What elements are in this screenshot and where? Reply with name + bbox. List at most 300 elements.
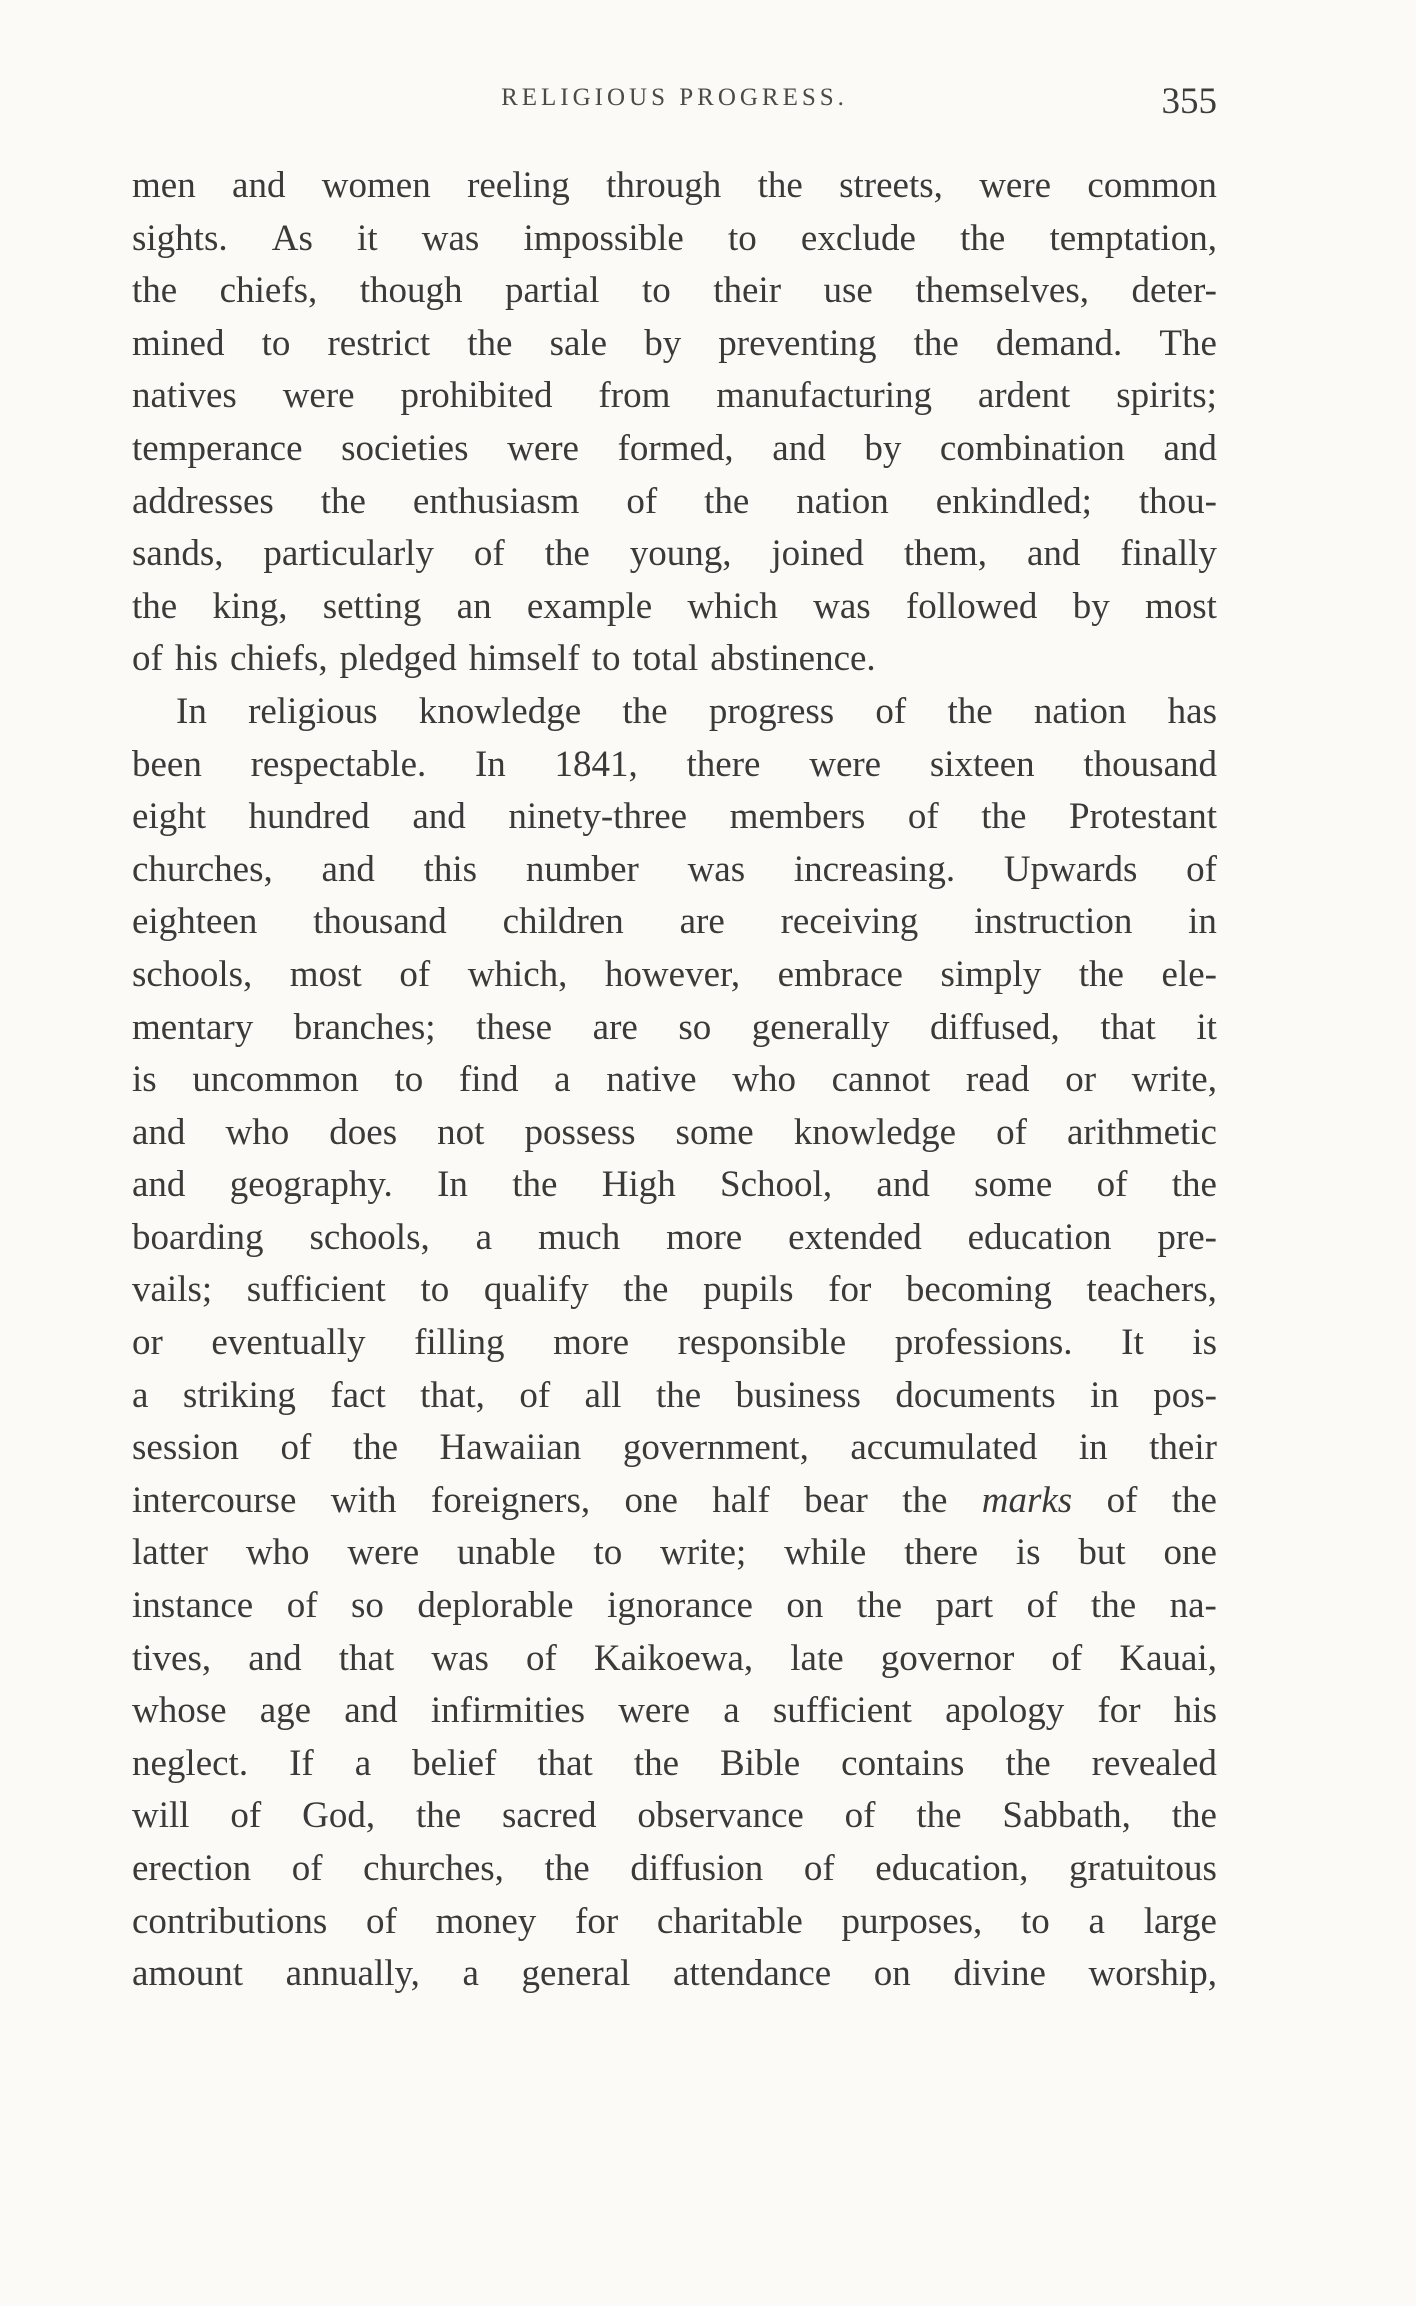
word: spirits; <box>1116 375 1217 417</box>
word: large <box>1143 1900 1217 1942</box>
word: enthusiasm <box>412 480 580 522</box>
text-line <box>132 1633 1217 1686</box>
word: thou- <box>1138 480 1217 522</box>
word: In <box>437 1164 468 1206</box>
word: it <box>357 217 378 259</box>
word: mentary <box>132 1006 254 1048</box>
word: documents <box>895 1374 1056 1416</box>
word: the <box>913 322 959 364</box>
word: teachers, <box>1086 1269 1217 1311</box>
word: infirmities <box>430 1690 586 1732</box>
word: knowledge <box>793 1111 957 1153</box>
word: a <box>462 1953 479 1995</box>
word: their <box>713 270 782 312</box>
word: on <box>873 1953 911 1995</box>
word: If <box>289 1742 314 1784</box>
text-line <box>132 949 1217 1002</box>
word: to <box>261 322 291 364</box>
word: was <box>813 585 871 627</box>
word: neglect. <box>132 1742 249 1784</box>
text-line <box>132 476 1217 529</box>
word: whose <box>132 1690 227 1732</box>
word: of <box>626 480 658 522</box>
word: money <box>435 1900 537 1942</box>
word: unable <box>457 1532 556 1574</box>
text-line <box>132 1685 1217 1738</box>
word: 1841, <box>554 743 638 785</box>
word: School, <box>720 1164 833 1206</box>
text-line <box>132 633 1217 686</box>
word: is <box>1192 1322 1217 1364</box>
word: use <box>823 270 873 312</box>
word: revealed <box>1091 1742 1217 1784</box>
word: pledged <box>339 638 457 680</box>
word: for <box>1097 1690 1141 1732</box>
word: joined <box>771 533 864 575</box>
word: education <box>967 1216 1112 1258</box>
word: the <box>856 1585 903 1627</box>
word: deter- <box>1131 270 1217 312</box>
text-line <box>132 528 1217 581</box>
word: a <box>132 1374 149 1416</box>
word: ninety-three <box>508 796 688 838</box>
word: the <box>544 533 590 575</box>
text-line <box>132 1790 1217 1843</box>
word: nation <box>796 480 889 522</box>
word: observance <box>637 1795 804 1837</box>
word: Kaikoewa, <box>593 1637 754 1679</box>
text-line <box>132 1948 1217 2001</box>
word: annually, <box>285 1953 420 1995</box>
word: so <box>351 1585 384 1627</box>
word: education, <box>875 1848 1029 1889</box>
word: of <box>1096 1164 1128 1206</box>
word: preventing <box>718 322 877 364</box>
word: amount <box>132 1953 243 1995</box>
word: respectable. <box>250 743 427 785</box>
word: contributions <box>132 1900 328 1942</box>
word: on <box>786 1585 824 1627</box>
word: reeling <box>467 165 570 206</box>
word: late <box>790 1637 844 1679</box>
word: a <box>354 1742 372 1784</box>
word: the <box>415 1795 462 1837</box>
word: gratuitous <box>1068 1848 1217 1889</box>
word: followed <box>905 585 1038 627</box>
word: nation <box>1033 690 1127 732</box>
word: the <box>757 165 803 206</box>
text-line <box>132 318 1217 371</box>
word: the <box>1090 1585 1137 1627</box>
word: most <box>1144 585 1217 627</box>
word: of <box>525 1637 557 1679</box>
word: apology <box>945 1690 1065 1732</box>
text-line <box>132 896 1217 949</box>
word: themselves, <box>915 270 1089 312</box>
word: qualify <box>483 1269 589 1311</box>
word: write, <box>1131 1059 1217 1101</box>
word: Hawaiian <box>439 1427 582 1469</box>
running-head <box>132 80 1217 130</box>
word: are <box>679 901 725 943</box>
word: will <box>132 1795 190 1837</box>
word: number <box>525 848 639 890</box>
word: the <box>1078 953 1124 995</box>
word: of <box>1051 1637 1083 1679</box>
word: was <box>431 1637 489 1679</box>
word: a <box>475 1216 493 1258</box>
word: the <box>352 1427 398 1469</box>
word: instruction <box>974 901 1133 943</box>
word: himself <box>468 638 580 680</box>
word: more <box>553 1322 630 1364</box>
word: branches; <box>293 1006 436 1048</box>
word: sights. <box>132 217 228 259</box>
word: churches, <box>132 848 273 890</box>
running-title: RELIGIOUS PROGRESS. <box>501 84 848 111</box>
word: It <box>1121 1322 1144 1364</box>
word: this <box>423 848 478 890</box>
word: tives, <box>132 1637 212 1679</box>
word: in <box>1090 1374 1119 1416</box>
word: their <box>1149 1427 1217 1469</box>
word: geography. <box>229 1164 393 1206</box>
word: religious <box>248 690 378 732</box>
word: with <box>330 1479 397 1521</box>
word: embrace <box>777 953 903 995</box>
word: some <box>974 1164 1053 1206</box>
word: arithmetic <box>1066 1111 1217 1153</box>
word: were <box>282 375 355 417</box>
word: much <box>538 1216 621 1258</box>
word: and <box>876 1164 930 1206</box>
text-line <box>132 791 1217 844</box>
word: of <box>803 1848 835 1889</box>
word: cannot <box>831 1059 931 1101</box>
word: restrict <box>327 322 431 364</box>
word: and <box>132 1164 186 1206</box>
word: accumulated <box>850 1427 1038 1469</box>
word: to <box>591 638 621 680</box>
word: king, <box>212 585 288 627</box>
word: the <box>544 1848 590 1889</box>
word: pupils <box>703 1269 794 1311</box>
word: the <box>902 1479 948 1521</box>
word: the <box>467 322 513 364</box>
word: divine <box>953 1953 1046 1995</box>
word: one <box>624 1479 678 1521</box>
word: in <box>1188 901 1217 943</box>
word: a <box>1088 1900 1105 1942</box>
word: combination <box>939 427 1125 469</box>
text-line <box>132 1896 1217 1949</box>
word: progress <box>708 690 835 732</box>
word: of <box>473 533 505 575</box>
word: is <box>1015 1532 1041 1574</box>
word: natives <box>132 375 237 417</box>
word: God, <box>302 1795 376 1837</box>
word: so <box>678 1006 712 1048</box>
word: of <box>291 1848 323 1889</box>
word: and <box>321 848 375 890</box>
word: of <box>1106 1479 1138 1521</box>
word: the <box>655 1374 702 1416</box>
word: of <box>844 1795 876 1837</box>
word: charitable <box>656 1900 803 1942</box>
word: schools, <box>132 953 253 995</box>
word: instance <box>132 1585 254 1627</box>
word: exclude <box>800 217 916 259</box>
word: In <box>176 690 207 732</box>
word: were <box>507 427 579 469</box>
text-line <box>132 1738 1217 1791</box>
word: through <box>606 165 722 206</box>
word: read <box>965 1059 1030 1101</box>
word: to <box>641 270 671 312</box>
word: to <box>394 1059 424 1101</box>
word: and <box>1026 533 1081 575</box>
word: one <box>1163 1532 1217 1574</box>
text-line <box>132 1212 1217 1265</box>
word: were <box>809 743 882 785</box>
word: of <box>132 638 163 680</box>
word: does <box>329 1111 398 1153</box>
word: which <box>687 585 778 627</box>
text-line <box>132 160 1217 213</box>
word: sixteen <box>929 743 1035 785</box>
word: government, <box>622 1427 809 1469</box>
text-line <box>132 1159 1217 1212</box>
word: was <box>421 217 480 259</box>
word: boarding <box>132 1216 264 1258</box>
word: that, <box>420 1374 485 1416</box>
word: for <box>575 1900 619 1942</box>
word: were <box>347 1532 420 1574</box>
word: part <box>935 1585 994 1627</box>
word: foreigners, <box>430 1479 591 1521</box>
word: a <box>554 1059 571 1101</box>
word: partial <box>505 270 600 312</box>
word: professions. <box>894 1322 1073 1364</box>
word: worship, <box>1088 1953 1217 1995</box>
word: knowledge <box>418 690 582 732</box>
word: these <box>476 1006 553 1048</box>
word: High <box>601 1164 676 1206</box>
word: general <box>521 1953 631 1995</box>
word: diffusion <box>630 1848 764 1889</box>
text-line <box>132 686 1217 739</box>
word: of <box>1186 848 1217 890</box>
word: intercourse <box>132 1479 297 1521</box>
word: Sabbath, <box>1002 1795 1131 1837</box>
word: there <box>686 743 761 785</box>
word: uncommon <box>192 1059 359 1101</box>
word: was <box>687 848 746 890</box>
word: from <box>598 375 671 417</box>
text-line <box>132 1107 1217 1160</box>
word: who <box>245 1532 310 1574</box>
word: while <box>784 1532 867 1574</box>
text-line <box>132 1317 1217 1370</box>
word: age <box>259 1690 312 1732</box>
word: enkindled; <box>935 480 1092 522</box>
word: half <box>712 1479 770 1521</box>
word: to <box>727 217 757 259</box>
page-number: 355 <box>1161 81 1217 122</box>
word: and <box>344 1690 398 1732</box>
text-line <box>132 1843 1217 1896</box>
word: a <box>723 1690 740 1732</box>
text-line <box>132 1054 1217 1107</box>
word: in <box>1078 1427 1108 1469</box>
word: example <box>526 585 653 627</box>
word: fact <box>330 1374 386 1416</box>
text-line <box>132 1422 1217 1475</box>
word: particularly <box>263 533 434 575</box>
word: to <box>593 1532 623 1574</box>
word: deplorable <box>417 1585 574 1627</box>
word: pre- <box>1157 1216 1217 1258</box>
word: possess <box>524 1111 636 1153</box>
word: of <box>286 1585 318 1627</box>
word: members <box>729 796 866 838</box>
word: of <box>1026 1585 1058 1627</box>
word: some <box>675 1111 754 1153</box>
word: of <box>996 1111 1027 1153</box>
word: by <box>864 427 902 469</box>
word: extended <box>788 1216 922 1258</box>
word: simply <box>940 953 1042 995</box>
word: Upwards <box>1003 848 1138 890</box>
word: societies <box>341 427 469 469</box>
word: In <box>474 743 506 785</box>
word: an <box>456 585 492 627</box>
word: impossible <box>523 217 684 259</box>
word: ardent <box>977 375 1071 417</box>
word: to <box>1021 1900 1050 1942</box>
word: write; <box>660 1532 747 1574</box>
word: prohibited <box>400 375 553 417</box>
word: thousand <box>313 901 447 943</box>
word: of <box>875 690 907 732</box>
word: his <box>1173 1690 1217 1732</box>
word: the <box>1005 1742 1051 1784</box>
word: the <box>981 796 1027 838</box>
word: that <box>1100 1006 1156 1048</box>
word: formed, <box>617 427 734 469</box>
word: are <box>592 1006 638 1048</box>
word: hundred <box>248 796 370 838</box>
word: them, <box>903 533 988 575</box>
word: sale <box>549 322 608 364</box>
word: demand. <box>995 322 1123 364</box>
word: the <box>960 217 1006 259</box>
word: churches, <box>363 1848 504 1889</box>
word: which, <box>467 953 568 995</box>
word: and <box>132 1111 186 1153</box>
word: the <box>1171 1795 1217 1837</box>
word: young, <box>629 533 732 575</box>
word: sufficient <box>772 1690 912 1732</box>
word: of <box>280 1427 312 1469</box>
word: striking <box>182 1374 296 1416</box>
word: of <box>399 953 431 995</box>
word: find <box>458 1059 519 1101</box>
word: temptation, <box>1049 217 1217 259</box>
word: responsible <box>677 1322 847 1364</box>
word: the <box>512 1164 558 1206</box>
word: there <box>904 1532 979 1574</box>
word: business <box>735 1374 861 1416</box>
word: and <box>1163 427 1217 469</box>
word: filling <box>414 1322 505 1364</box>
body-text <box>132 160 1217 2001</box>
word: chiefs, <box>219 270 318 312</box>
word: the <box>320 480 366 522</box>
word: or <box>132 1322 163 1364</box>
word: his <box>174 638 219 680</box>
word: all <box>584 1374 622 1416</box>
word: and <box>772 427 826 469</box>
word: to <box>420 1269 450 1311</box>
word: however, <box>604 953 741 995</box>
word: is <box>132 1059 157 1101</box>
word: mined <box>132 322 225 364</box>
word: and <box>248 1637 302 1679</box>
word: governor <box>880 1637 1015 1679</box>
word: eight <box>132 796 206 838</box>
word: of <box>230 1795 262 1837</box>
word: total <box>632 638 699 680</box>
word: na- <box>1169 1585 1217 1627</box>
word: the <box>633 1742 680 1784</box>
word: who <box>732 1059 796 1101</box>
word: generally <box>751 1006 890 1048</box>
word: of <box>907 796 939 838</box>
word: temperance <box>132 427 303 469</box>
word: session <box>132 1427 239 1469</box>
word: the <box>1171 1164 1217 1206</box>
word: that <box>338 1637 395 1679</box>
text-line <box>132 1475 1217 1528</box>
word: that <box>537 1742 593 1784</box>
word: though <box>359 270 463 312</box>
word: Protestant <box>1069 796 1217 838</box>
word: native <box>606 1059 697 1101</box>
word: of <box>366 1900 397 1942</box>
word: addresses <box>132 480 274 522</box>
word: manufacturing <box>716 375 932 417</box>
word: receiving <box>780 901 919 943</box>
word: schools, <box>309 1216 430 1258</box>
word: The <box>1159 322 1217 364</box>
word: has <box>1167 690 1217 732</box>
word: been <box>132 743 202 785</box>
word: the <box>704 480 750 522</box>
word: or <box>1065 1059 1097 1101</box>
word: Kauai, <box>1119 1637 1217 1679</box>
word: who <box>225 1111 290 1153</box>
text-line <box>132 739 1217 792</box>
word: children <box>502 901 624 943</box>
word: sacred <box>502 1795 597 1837</box>
word: were <box>979 165 1052 206</box>
word: but <box>1078 1532 1126 1574</box>
text-line <box>132 370 1217 423</box>
word: vails; <box>132 1269 213 1311</box>
text-line <box>132 581 1217 634</box>
word: becoming <box>905 1269 1052 1311</box>
